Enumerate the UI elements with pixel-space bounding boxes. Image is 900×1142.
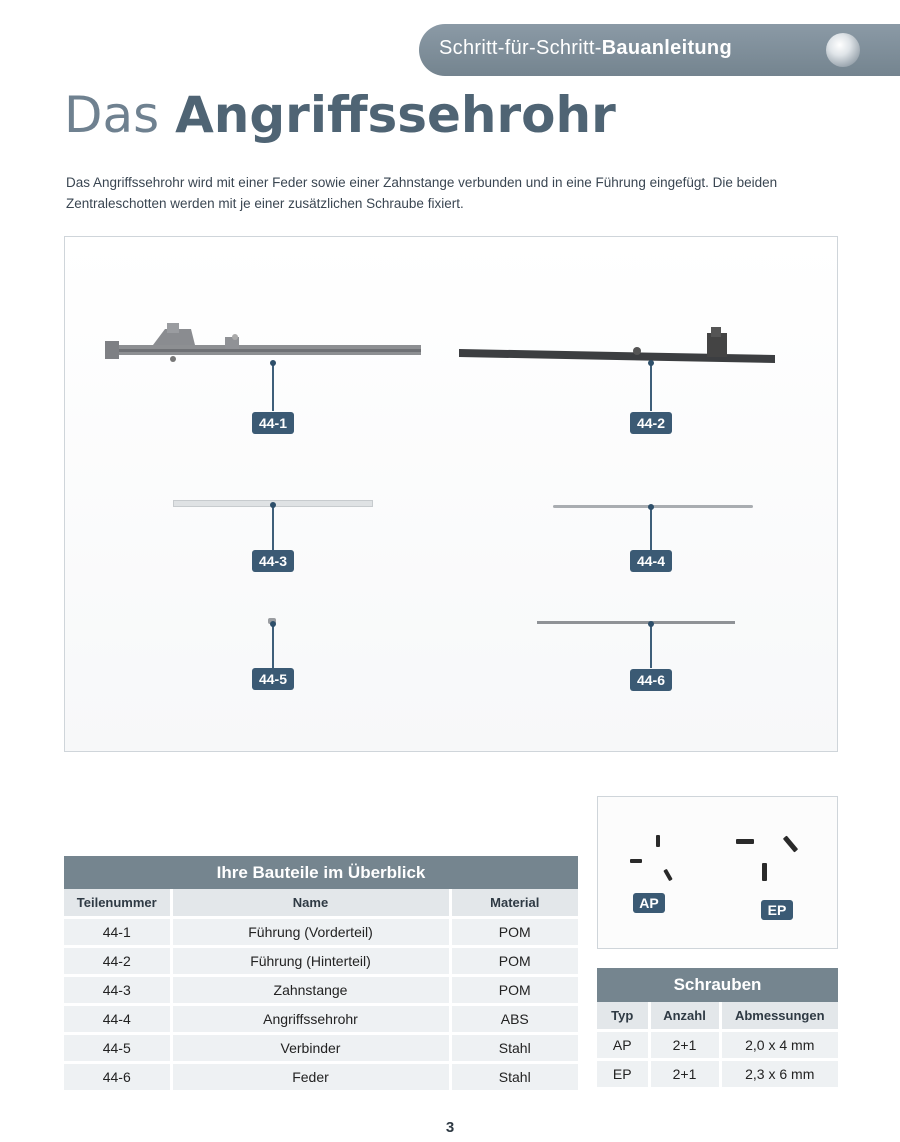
part-44-5-tag: 44-5 [252, 668, 294, 690]
col-header-material: Material [450, 889, 578, 918]
part-44-1-leader [272, 363, 274, 411]
header-banner [419, 24, 900, 76]
part-44-2-tag: 44-2 [630, 412, 672, 434]
table-row [597, 1060, 838, 1088]
table-row [64, 1005, 578, 1034]
parts-table-title: Ihre Bauteile im Überblick [64, 856, 578, 889]
screw-dimensions: 2,3 x 6 mm [720, 1060, 838, 1088]
col-header-dimensions: Abmessungen [720, 1002, 838, 1031]
part-material: Stahl [450, 1063, 578, 1091]
part-name: Führung (Hinterteil) [171, 947, 450, 976]
screw-count: 2+1 [649, 1031, 720, 1060]
banner-title-bold: Bauanleitung [601, 37, 732, 59]
screw-ap-tag: AP [633, 893, 665, 913]
part-name: Zahnstange [171, 976, 450, 1005]
banner-title-light: Schritt-für-Schritt- [439, 37, 602, 59]
table-row [597, 1031, 838, 1060]
table-row [64, 1034, 578, 1063]
part-material: ABS [450, 1005, 578, 1034]
screw-ep-2 [783, 835, 798, 852]
part-44-2-leader [650, 363, 652, 411]
screw-ep-1 [736, 839, 754, 844]
intro-text: Das Angriffssehrohr wird mit einer Feder sowie einer Zahnstange verbunden und in eine Führung eingefügt. Die beiden Zentraleschotten werden mit je einer zusätzlichen Schraube fixiert. [66, 175, 778, 211]
part-44-6-leader [650, 624, 652, 668]
col-header-name: Name [171, 889, 450, 918]
screw-count: 2+1 [649, 1060, 720, 1088]
part-name: Feder [171, 1063, 450, 1091]
part-number: 44-1 [64, 918, 171, 947]
part-44-3-leader [272, 505, 274, 550]
screw-type: EP [597, 1060, 649, 1088]
sphere-icon [826, 33, 860, 67]
table-row [64, 976, 578, 1005]
title-light: Das [64, 86, 176, 144]
table-row [64, 918, 578, 947]
part-44-4-leader [650, 507, 652, 550]
title-bold: Angriffssehrohr [175, 86, 616, 144]
part-number: 44-3 [64, 976, 171, 1005]
screw-ap-3 [663, 869, 672, 881]
part-44-4-tag: 44-4 [630, 550, 672, 572]
part-name: Angriffssehrohr [171, 1005, 450, 1034]
part-number: 44-2 [64, 947, 171, 976]
screws-table-title: Schrauben [597, 968, 838, 1002]
page-title [64, 86, 616, 144]
part-44-1-tag: 44-1 [252, 412, 294, 434]
screw-ap-1 [656, 835, 660, 847]
col-header-number: Teilenummer [64, 889, 171, 918]
part-number: 44-4 [64, 1005, 171, 1034]
screws-photo-panel [597, 796, 838, 949]
part-material: POM [450, 947, 578, 976]
screws-table [597, 968, 838, 1087]
col-header-type: Typ [597, 1002, 649, 1031]
part-number: 44-6 [64, 1063, 171, 1091]
table-row [64, 947, 578, 976]
page-number: 3 [445, 1119, 455, 1136]
part-44-6-image [537, 621, 735, 624]
part-name: Verbinder [171, 1034, 450, 1063]
screw-ep-3 [762, 863, 767, 881]
part-name: Führung (Vorderteil) [171, 918, 450, 947]
part-44-5-leader [272, 624, 274, 668]
part-44-2-image [457, 325, 781, 371]
screw-ep-tag: EP [761, 900, 793, 920]
part-material: POM [450, 976, 578, 1005]
part-44-1-image [103, 323, 425, 373]
screw-ap-2 [630, 859, 642, 863]
part-number: 44-5 [64, 1034, 171, 1063]
table-row [64, 1063, 578, 1091]
screw-type: AP [597, 1031, 649, 1060]
parts-photo-panel [64, 236, 838, 752]
screw-dimensions: 2,0 x 4 mm [720, 1031, 838, 1060]
part-44-3-tag: 44-3 [252, 550, 294, 572]
part-material: Stahl [450, 1034, 578, 1063]
col-header-count: Anzahl [649, 1002, 720, 1031]
parts-table [64, 856, 578, 1090]
part-material: POM [450, 918, 578, 947]
part-44-6-tag: 44-6 [630, 669, 672, 691]
banner-title [439, 37, 732, 60]
